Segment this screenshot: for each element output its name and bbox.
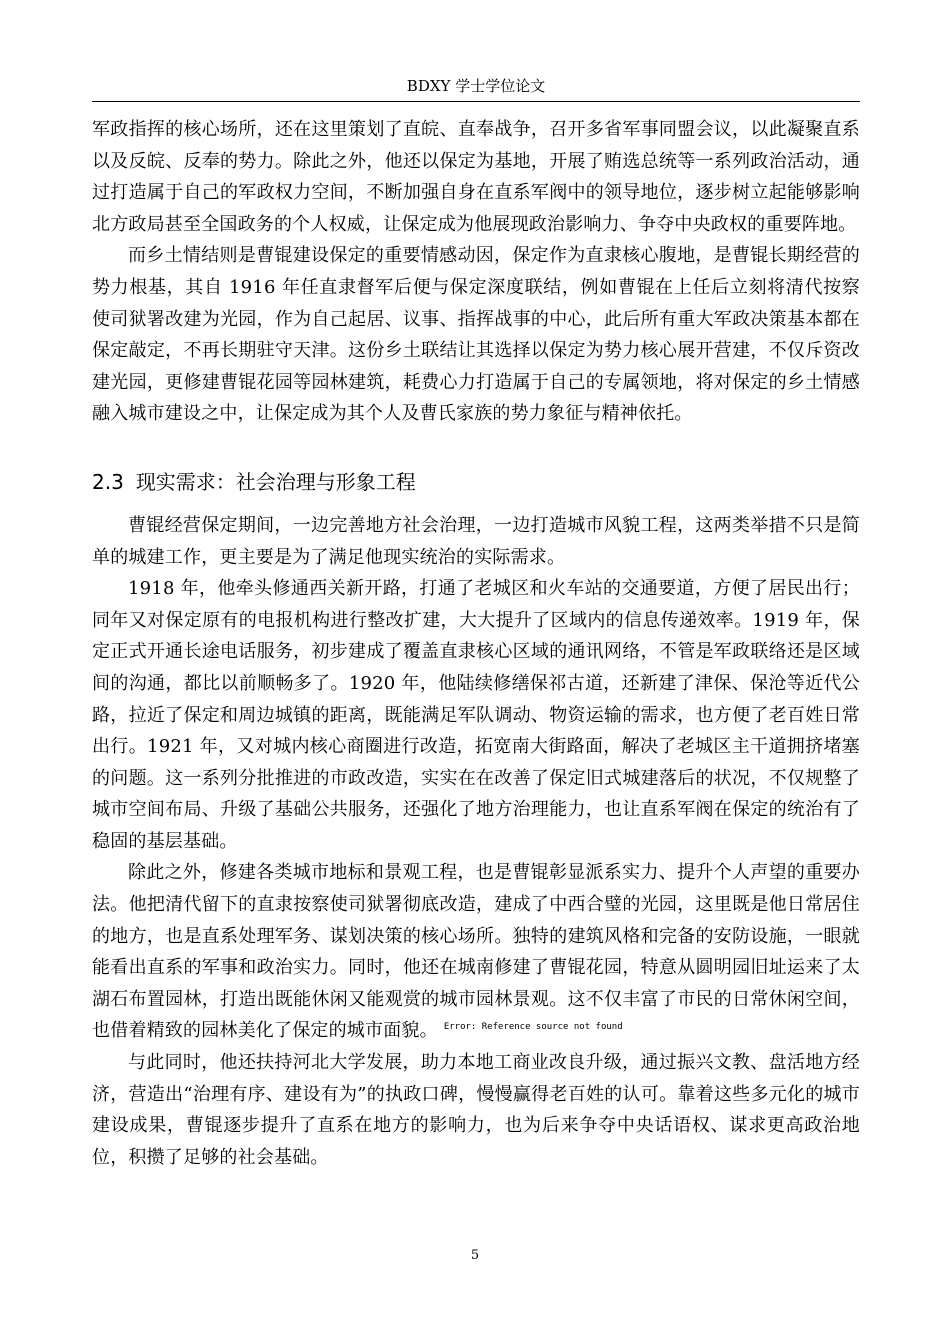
page-number: 5 xyxy=(470,1248,480,1263)
paragraph-landmarks-text: 除此之外，修建各类城市地标和景观工程，也是曹锟彰显派系实力、提升个人声望的重要办法。他把清代留下的直隶按察使司狱署彻底改造，建成了中西合璧的光园，这里既是他日常居住的地方，也是直系处理军务、谋划决策的核心场所。独特的建筑风格和完备的安防设施，一眼就能看出直系的军事和政治实力。同时，他还在城南修建了曹锟花园，特意从圆明园旧址运来了太湖石布置园林，打造出既能休闲又能观赏的城市园林景观。这不仅丰富了市民的日常休闲空间，也借着精致的园林美化了保定的城市面貌。 xyxy=(92,862,860,1042)
paragraph-hometown: 而乡土情结则是曹锟建设保定的重要情感动因，保定作为直隶核心腹地，是曹锟长期经营的势力根基，其自 1916 年任直隶督军后便与保定深度联结，例如曹锟在上任后立刻将清代按察使司狱署改建为光园，作为自己起居、议事、指挥战事的中心，此后所有重大军政决策基本都在保定敲定，不再长期驻守天津。这份乡土联结让其选择以保定为势力核心展开营建，不仅斥资改建光园，更修建曹锟花园等园林建筑，耗费心力打造属于自己的专属领地，将对保定的乡土情感融入城市建设之中，让保定成为其个人及曹氏家族的势力象征与精神依托。 xyxy=(92,245,860,425)
section-title: 现实需求：社会治理与形象工程 xyxy=(135,469,416,494)
section-heading xyxy=(92,466,860,510)
page-header xyxy=(92,76,860,96)
paragraph-continuation: 军政指挥的核心场所，还在这里策划了直皖、直奉战争，召开多省军事同盟会议，以此凝聚直系以及反皖、反奉的势力。除此之外，他还以保定为基地，开展了贿选总统等一系列政治活动，通过打造属于自己的军政权力空间，不断加强自身在直系军阀中的领导地位，逐步树立起能够影响北方政局甚至全国政务的个人权威，让保定成为他展现政治影响力、争夺中央政权的重要阵地。 xyxy=(92,119,860,235)
document-body xyxy=(92,114,860,1173)
reference-error-note: Error: Reference source not found xyxy=(443,1022,623,1033)
paragraph-municipal: 1918 年，他牵头修通西关新开路，打通了老城区和火车站的交通要道，方便了居民出行；同年又对保定原有的电报机构进行整改扩建，大大提升了区域内的信息传递效率。1919 年，保定正式开通长途电话服务，初步建成了覆盖直隶核心区域的通讯网络，不管是军政联络还是区域间的沟通，都比以前顺畅多了。1920 年，他陆续修缮保祁古道，还新建了津保、保沧等近代公路，拉近了保定和周边城镇的距离，既能满足军队调动、物资运输的需求，也方便了老百姓日常出行。1921 年，又对城内核心商圈进行改造，拓宽南大街路面，解决了老城区主干道拥挤堵塞的问题。这一系列分批推进的市政改造，实实在在改善了保定旧式城建落后的状况，不仅规整了城市空间布局、升级了基础公共服务，还强化了地方治理能力，也让直系军阀在保定的统治有了稳固的基层基础。 xyxy=(92,578,860,852)
paragraph-landmarks xyxy=(92,857,860,1047)
section-number: 2.3 xyxy=(92,469,124,494)
header-title: BDXY 学士学位论文 xyxy=(406,77,546,95)
paragraph-intro: 曹锟经营保定期间，一边完善地方社会治理，一边打造城市风貌工程，这两类举措不只是简单的城建工作，更主要是为了满足他现实统治的实际需求。 xyxy=(92,514,860,568)
paragraph-education: 与此同时，他还扶持河北大学发展，助力本地工商业改良升级，通过振兴文教、盘活地方经济，营造出“治理有序、建设有为”的执政口碑，慢慢赢得老百姓的认可。靠着这些多元化的城市建设成果，曹锟逐步提升了直系在地方的影响力，也为后来争夺中央话语权、谋求更高政治地位，积攒了足够的社会基础。 xyxy=(92,1052,860,1168)
header-rule xyxy=(92,101,860,102)
